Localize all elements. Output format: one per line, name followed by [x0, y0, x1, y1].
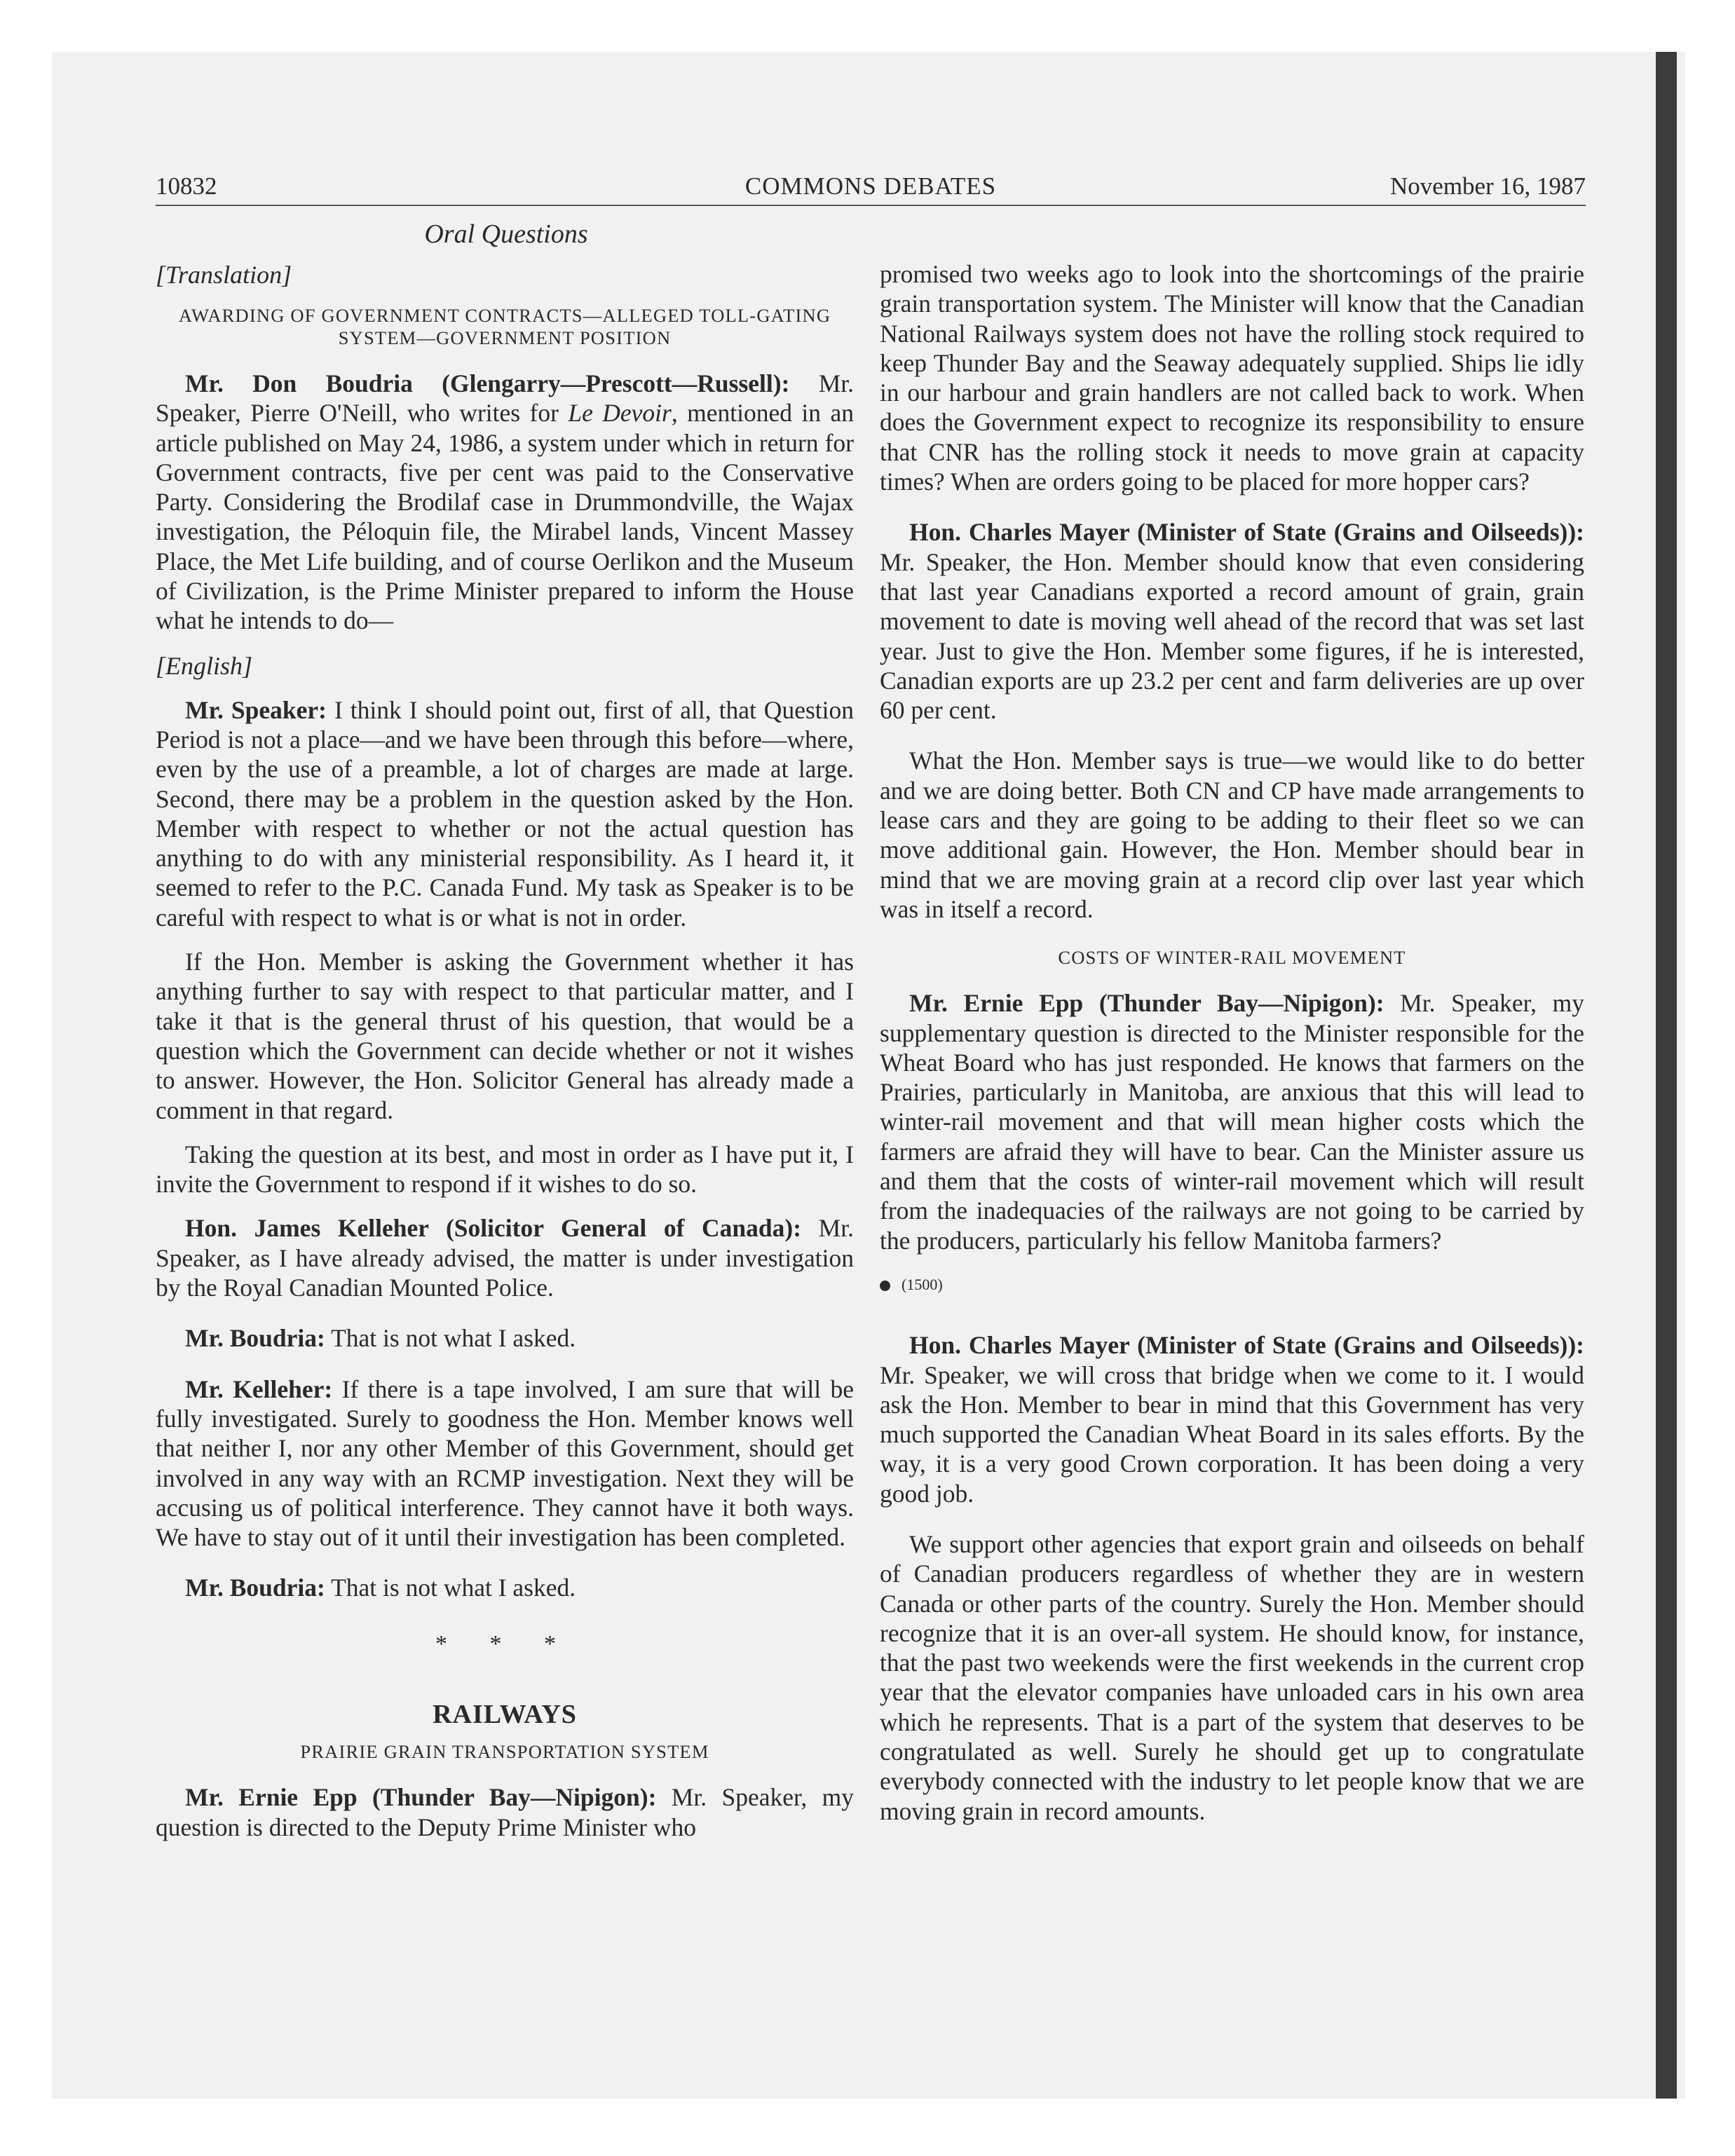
speech-text: Mr. Speaker, we will cross that bridge when we come to it. I would ask the Hon. Member to bear in mind that this Government has very much supported the Canadian Wheat Board in its sales efforts. By the way, it is a very good Crown corporation. It has been doing a very good job.	[880, 1360, 1584, 1508]
time-marker	[880, 1270, 1584, 1299]
paragraph	[156, 695, 854, 932]
topic-heading: PRAIRIE GRAIN TRANSPORTATION SYSTEM	[300, 1741, 709, 1763]
paragraph	[156, 1573, 854, 1602]
section-heading: RAILWAYS	[433, 1699, 577, 1729]
paragraph	[156, 1213, 854, 1302]
speaker-name: Hon. Charles Mayer (Minister of State (Grains and Oilseeds)):	[909, 518, 1584, 547]
publication-date: November 16, 1987	[1390, 172, 1586, 200]
scan-edge-shadow	[1656, 52, 1677, 2099]
topic-heading: AWARDING OF GOVERNMENT CONTRACTS—ALLEGED TOLL-GATING SYSTEM—GOVERNMENT POSITION	[178, 305, 831, 348]
speaker-name: Hon. Charles Mayer (Minister of State (Grains and Oilseeds)):	[909, 1331, 1584, 1360]
topic-heading: COSTS OF WINTER-RAIL MOVEMENT	[1058, 947, 1406, 969]
paragraph: Taking the question at its best, and most in order as I have put it, I invite the Government to respond if it wishes to do so.	[156, 1140, 854, 1199]
speaker-name: Mr. Ernie Epp (Thunder Bay—Nipigon):	[185, 1783, 657, 1812]
publication-name: Le Devoir	[568, 399, 672, 428]
speech-text: , mentioned in an article published on May 24, 1986, a system under which in return for Government contracts, five per cent was paid to the Conservative Party. Considering the Brodilaf case in Drummondville, the Wajax investigation, the Péloquin file, the Mirabel lands, Vincent Massey Place, the Met Life building, and of course Oerlikon and the Museum of Civilization, is the Prime Minister prepared to inform the House what he intends to do—	[156, 399, 854, 635]
section-separator: * * *	[435, 1630, 574, 1657]
speaker-name: Mr. Don Boudria (Glengarry—Prescott—Russell):	[185, 369, 790, 397]
paragraph: If the Hon. Member is asking the Government whether it has anything further to say with respect to that particular matter, and I take it that is the general thrust of his question, that would be a question which the Government can decide whether or not it wishes to answer. However, the Hon. Solicitor General has already made a comment in that regard.	[156, 948, 854, 1124]
language-note: [English]	[156, 651, 253, 680]
speaker-name: Mr. Boudria:	[185, 1574, 325, 1602]
speech-text: Mr. Speaker, my question is directed to the Deputy Prime Minister who	[156, 1783, 854, 1841]
page-header	[156, 168, 1586, 206]
speech-text: Mr. Speaker, as I have already advised, the matter is under investigation by the Royal Canadian Mounted Police.	[156, 1214, 854, 1302]
paragraph: We support other agencies that export grain and oilseeds on behalf of Canadian producers regardless of whether they are in western Canada or other parts of the country. Surely the Hon. Member should recognize that it is an over-all system. He should know, for instance, that the past two weekends were the first weekends in the current crop year that the elevator companies have unloaded cars in his own area which he represents. That is a part of the system that deserves to be congratulated as well. Surely he should get up to congratulate everybody connected with the industry to let people know that we are moving grain in record amounts.	[880, 1529, 1584, 1825]
speech-text: If there is a tape involved, I am sure that will be fully investigated. Surely to goodness the Hon. Member knows well that neither I, nor any other Member of this Government, should get involved in any way with an RCMP investigation. Next they will be accusing us of political interference. They cannot have it both ways. We have to stay out of it until their investigation has been completed.	[156, 1374, 855, 1552]
time-stamp: (1500)	[901, 1275, 943, 1293]
speech-text: Mr. Speaker, Pierre O'Neill, who writes for	[156, 369, 855, 428]
left-column	[156, 259, 854, 1857]
paragraph	[156, 1323, 854, 1353]
speech-text: I think I should point out, first of all, that Question Period is not a place—and we have been through this before—where, even by the use of a preamble, a lot of charges are made at large. Second, there may be a problem in the question asked by the Hon. Member with respect to whether or not the actual question has anything to do with any ministerial responsibility. As I heard it, it seemed to refer to the P.C. Canada Fund. My task as Speaker is to be careful with respect to what is or what is not in order.	[156, 695, 854, 932]
speaker-name: Mr. Speaker:	[185, 695, 327, 724]
paragraph	[156, 1374, 854, 1553]
right-column	[880, 259, 1584, 1841]
speech-text: Mr. Speaker, the Hon. Member should know that even considering that last year Canadians exported a record amount of grain, grain movement to date is moving well ahead of the record that was set last year. Just to give the Hon. Member some figures, if he is interested, Canadian exports are up 23.2 per cent and farm deliveries are up over 60 per cent.	[880, 547, 1584, 725]
paragraph	[156, 1782, 854, 1842]
speaker-name: Hon. James Kelleher (Solicitor General of Canada):	[185, 1214, 802, 1243]
speaker-name: Mr. Ernie Epp (Thunder Bay—Nipigon):	[909, 989, 1384, 1018]
paragraph	[156, 369, 854, 636]
speaker-name: Mr. Kelleher:	[185, 1374, 333, 1403]
paragraph: promised two weeks ago to look into the shortcomings of the prairie grain transportation system. The Minister will know that the Canadian National Railways system does not have the rolling stock required to keep Thunder Bay and the Seaway adequately supplied. Ships lie idly in our harbour and grain handlers are not called back to work. When does the Government expect to recognize its responsibility to ensure that CNR has the rolling stock it needs to move grain at capacity times? When are orders going to be placed for more hopper cars?	[880, 260, 1584, 496]
section-label: Oral Questions	[424, 219, 588, 249]
bullet-icon	[880, 1281, 890, 1291]
speech-text: That is not what I asked.	[325, 1324, 576, 1353]
publication-title: COMMONS DEBATES	[744, 172, 997, 200]
paragraph	[880, 988, 1584, 1255]
paragraph	[880, 1330, 1584, 1508]
page-number: 10832	[156, 172, 217, 200]
paragraph: What the Hon. Member says is true—we would like to do better and we are doing better. Both CN and CP have made arrangements to lease cars and they are going to be adding to their fleet so we can move additional gain. However, the Hon. Member should bear in mind that we are moving grain at a record clip over last year which was in itself a record.	[880, 746, 1584, 923]
speaker-name: Mr. Boudria:	[185, 1324, 325, 1353]
paragraph	[880, 517, 1584, 725]
speech-text: That is not what I asked.	[325, 1574, 576, 1602]
speech-text: Mr. Speaker, my supplementary question is directed to the Minister responsible for the Wheat Board who has just responded. He knows that farmers on the Prairies, particularly in Manitoba, are anxious that this will lead to winter-rail movement and that will mean higher costs which the farmers are afraid they will have to bear. Can the Minister assure us and them that the costs of winter-rail movement which will result from the inadequacies of the railways are not going to be carried by the producers, particularly his fellow Manitoba farmers?	[880, 989, 1584, 1255]
language-note: [Translation]	[156, 261, 292, 289]
